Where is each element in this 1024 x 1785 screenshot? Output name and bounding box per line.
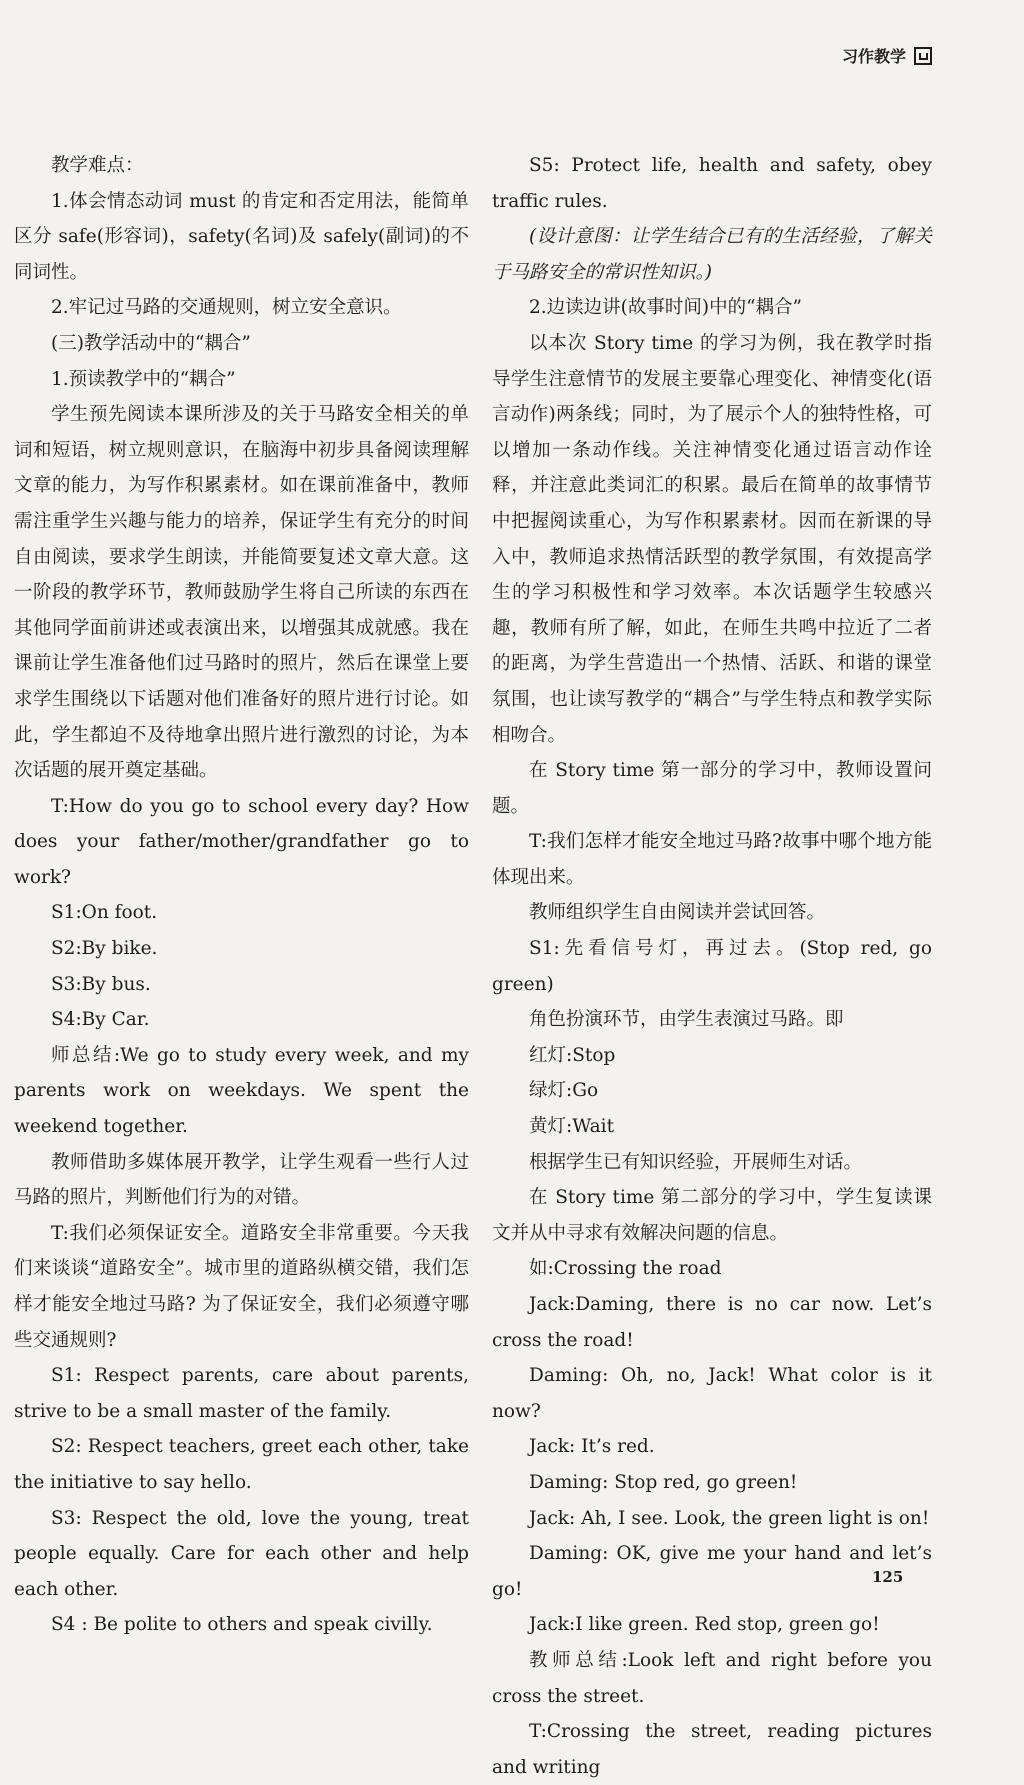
dialogue-line: Jack: Ah, I see. Look, the green light is on! [529,1507,930,1529]
paragraph: 教学难点： [51,155,144,176]
paragraph: 1.体会情态动词 must 的肯定和否定用法，能简单区分 safe(形容词)，safety(名词)及 safely(副词)的不同词性。 [14,190,469,283]
paragraph: 在 Story time 第一部分的学习中，教师设置问题。 [492,760,932,817]
dialogue-line: Daming: OK, give me your hand and let’s go! [492,1543,932,1600]
dialogue-line: S3: Respect the old, love the young, treat people equally. Care for each other and help each other. [14,1507,469,1600]
dialogue-line: 教师总结:Look left and right before you cross the street. [492,1649,932,1707]
paragraph: 角色扮演环节，由学生表演过马路。即 [529,1009,844,1031]
dialogue-line: S4 : Be polite to others and speak civilly. [51,1614,433,1636]
dialogue-line: 如:Crossing the road [529,1258,722,1280]
dialogue-line: S1:先看信号灯，再过去。(Stop red, go green) [492,938,932,995]
dialogue-line: S2: Respect teachers, greet each other, take the initiative to say hello. [14,1436,469,1493]
dialogue-line: 绿灯:Go [529,1080,599,1102]
running-header [842,44,932,67]
paragraph: 2.牢记过马路的交通规则，树立安全意识。 [51,297,402,319]
section-heading: (三)教学活动中的“耦合” [51,332,251,354]
dialogue-line: T:Crossing the street, reading pictures and writing [492,1721,932,1778]
dialogue-line: Jack: It’s red. [529,1436,655,1458]
subsection-heading: 1.预读教学中的“耦合” [51,368,236,390]
document-icon [914,47,932,65]
dialogue-line: S4:By Car. [51,1009,150,1031]
page-number: 125 [872,1568,904,1586]
dialogue-line: S5: Protect life, health and safety, obey traffic rules. [492,155,932,212]
dialogue-line: S1:On foot. [51,902,158,924]
design-note: (设计意图：让学生结合已有的生活经验，了解关于马路安全的常识性知识。) [492,226,932,283]
dialogue-line: Jack:I like green. Red stop, green go! [529,1614,880,1636]
dialogue-line: 红灯:Stop [529,1044,616,1066]
dialogue-line: S3:By bus. [51,973,151,995]
right-column [492,148,932,1785]
dialogue-line: 师总结:We go to study every week, and my parents work on weekdays. We spent the weekend together. [14,1044,469,1138]
paragraph: 根据学生已有知识经验，开展师生对话。 [529,1151,863,1173]
paragraph: 在 Story time 第二部分的学习中，学生复读课文并从中寻求有效解决问题的信息。 [492,1187,932,1244]
left-column [14,148,469,1643]
paragraph: T:我们必须保证安全。道路安全非常重要。今天我们来谈谈“道路安全”。城市里的道路纵横交错，我们怎样才能安全地过马路? 为了保证安全，我们必须遵守哪些交通规则? [14,1222,469,1351]
paragraph: 以本次 Story time 的学习为例，我在教学时指导学生注意情节的发展主要靠心理变化、神情变化(语言动作)两条线；同时，为了展示个人的独特性格，可以增加一条动作线。关注神情变化通过语言动作诠释，并注意此类词汇的积累。最后在简单的故事情节中把握阅读重心，为写作积累素材。因而在新课的导入中，教师追求热情活跃型的教学氛围，有效提高学生的学习积极性和学习效率。本次话题学生较感兴趣，教师有所了解，如此，在师生共鸣中拉近了二者的距离，为学生营造出一个热情、活跃、和谐的课堂氛围，也让读写教学的“耦合”与学生特点和教学实际相吻合。 [492,332,932,746]
section-title: 习作教学 [841,47,906,66]
dialogue-line: Daming: Stop red, go green! [529,1471,798,1493]
paragraph: 教师借助多媒体展开教学，让学生观看一些行人过马路的照片，判断他们行为的对错。 [14,1151,469,1209]
subsection-heading: 2.边读边讲(故事时间)中的“耦合” [529,297,803,319]
dialogue-line: T:How do you go to school every day? How does your father/mother/grandfather go to work? [14,795,469,888]
dialogue-line: Daming: Oh, no, Jack! What color is it now? [492,1365,932,1422]
dialogue-line: S2:By bike. [51,938,158,960]
paragraph: T:我们怎样才能安全地过马路?故事中哪个地方能体现出来。 [492,831,932,888]
paragraph: 教师组织学生自由阅读并尝试回答。 [529,902,826,924]
dialogue-line: Jack:Daming, there is no car now. Let’s cross the road! [492,1294,932,1351]
dialogue-line: S1: Respect parents, care about parents, strive to be a small master of the family. [14,1365,469,1422]
paragraph: 学生预先阅读本课所涉及的关于马路安全相关的单词和短语，树立规则意识，在脑海中初步具备阅读理解文章的能力，为写作积累素材。如在课前准备中，教师需注重学生兴趣与能力的培养，保证学生有充分的时间自由阅读，要求学生朗读，并能简要复述文章大意。这一阶段的教学环节，教师鼓励学生将自己所读的东西在其他同学面前讲述或表演出来，以增强其成就感。我在课前让学生准备他们过马路时的照片，然后在课堂上要求学生围绕以下话题对他们准备好的照片进行讨论。如此，学生都迫不及待地拿出照片进行激烈的讨论，为本次话题的展开奠定基础。 [14,404,469,782]
dialogue-line: 黄灯:Wait [529,1116,615,1138]
